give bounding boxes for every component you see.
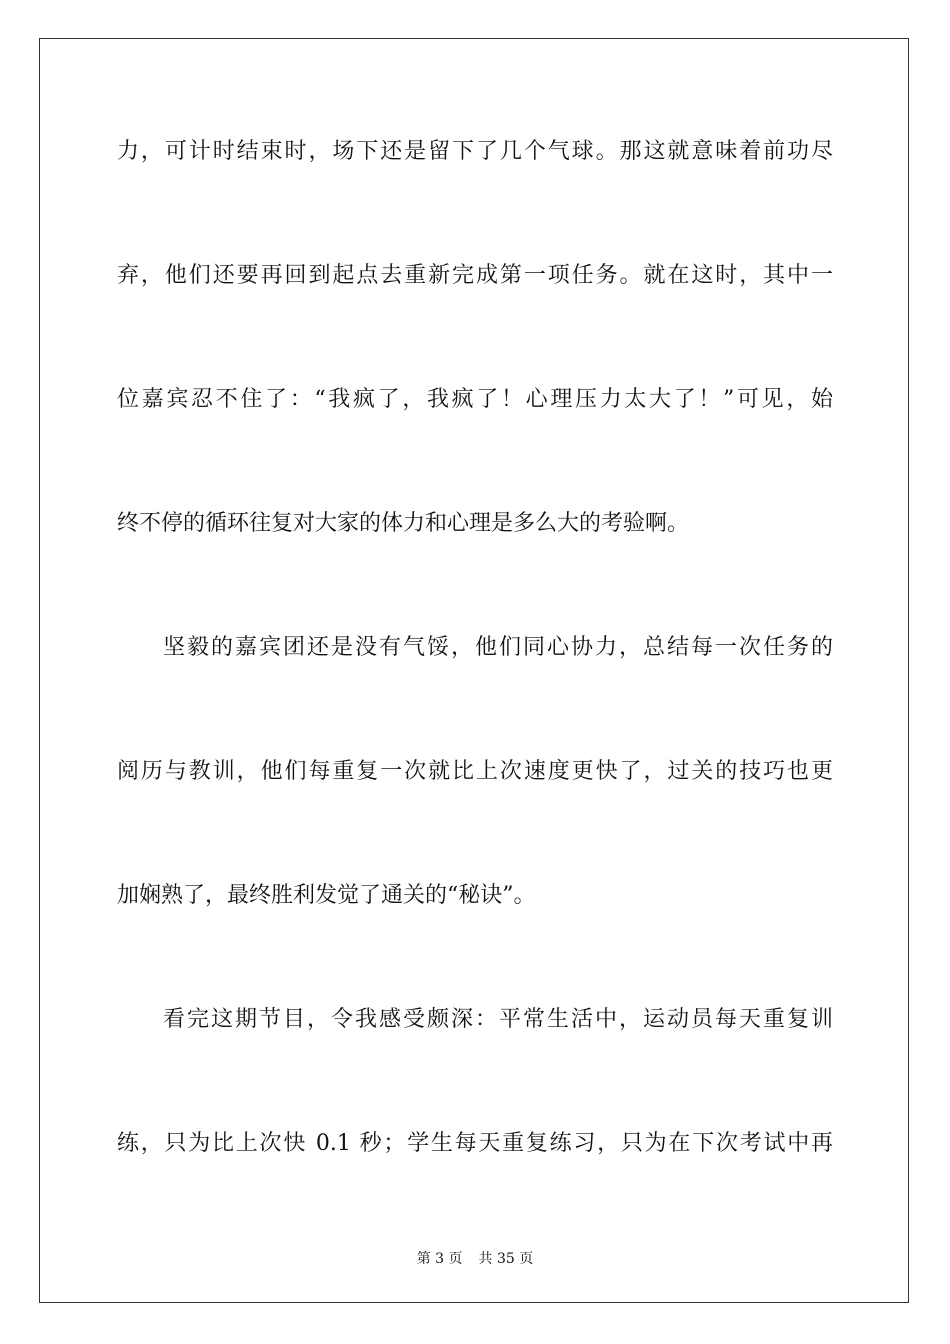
text-line: 力，可计时结束时，场下还是留下了几个气球。那这就意味着前功尽 <box>117 139 833 164</box>
text-line: 阅历与教训，他们每重复一次就比上次速度更快了，过关的技巧也更 <box>117 759 833 784</box>
page-total: 共 35 页 <box>478 1251 534 1267</box>
text-line: 加娴熟了，最终胜利发觉了通关的“秘诀”。 <box>117 883 536 908</box>
page-number: 第 3 页 <box>416 1251 463 1267</box>
text-line: 弃，他们还要再回到起点去重新完成第一项任务。就在这时，其中一 <box>117 263 833 288</box>
page-border <box>39 38 909 1303</box>
paragraph-first-line: 看完这期节目，令我感受颇深：平常生活中，运动员每天重复训 <box>163 1007 833 1032</box>
paragraph-first-line: 坚毅的嘉宾团还是没有气馁，他们同心协力，总结每一次任务的 <box>163 635 833 660</box>
text-line: 终不停的循环往复对大家的体力和心理是多么大的考验啊。 <box>117 511 690 536</box>
page-footer <box>0 1248 950 1268</box>
text-line: 练，只为比上次快 0.1 秒；学生每天重复练习，只为在下次考试中再 <box>117 1131 833 1156</box>
text-line: 位嘉宾忍不住了：“我疯了，我疯了！心理压力太大了！”可见，始 <box>117 387 833 412</box>
